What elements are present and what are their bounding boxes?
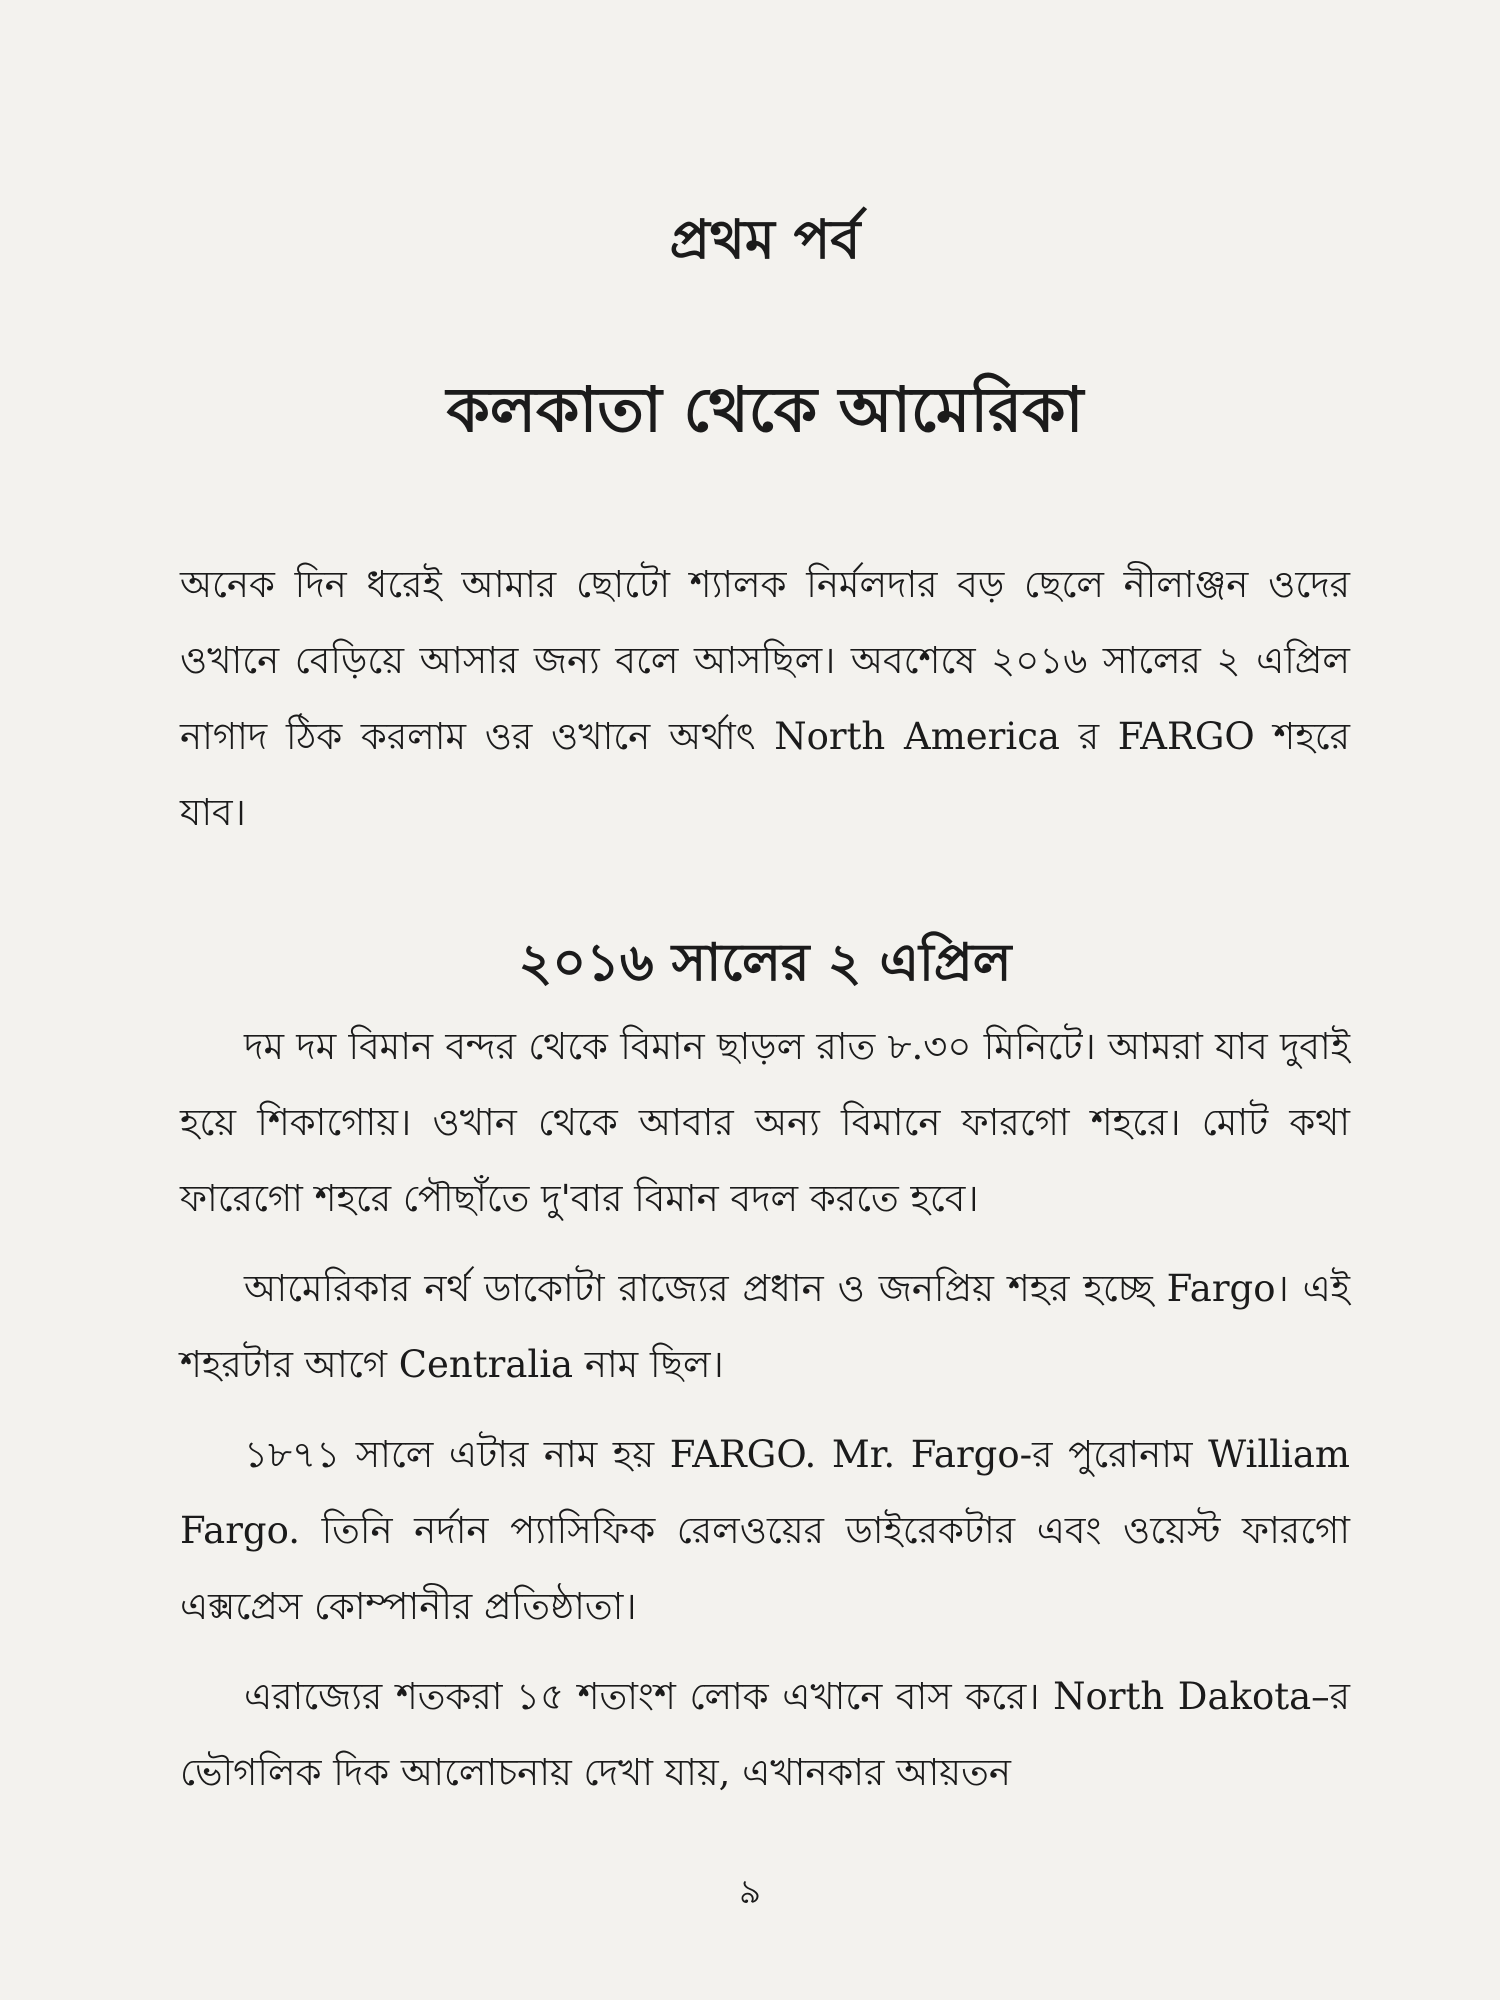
intro-paragraph: অনেক দিন ধরেই আমার ছোটো শ্যালক নির্মলদার বড় ছেলে নীলাঞ্জন ওদের ওখানে বেড়িয়ে আসার জন্য বলে আসছিল। অবশেষে ২০১৬ সালের ২ এপ্রিল নাগাদ ঠিক করলাম ওর ওখানে অর্থাৎ North America র FARGO শহরে যাব। [180,563,1350,834]
chapter-title: কলকাতা থেকে আমেরিকা [446,373,1084,446]
paragraph-north-dakota: এরাজ্যের শতকরা ১৫ শতাংশ লোক এখানে বাস করে। North Dakota–র ভৌগলিক দিক আলোচনায় দেখা যায়, এখানকার আয়তন [180,1675,1350,1794]
paragraph-fargo-name: ১৮৭১ সালে এটার নাম হয় FARGO. Mr. Fargo-র পুরোনাম William Fargo. তিনি নর্দান প্যাসিফিক রেলওয়ের ডাইরেকটার এবং ওয়েস্ট ফারগো এক্সপ্রেস কোম্পানীর প্রতিষ্ঠাতা। [180,1433,1350,1628]
paragraph-fargo-city: আমেরিকার নর্থ ডাকোটা রাজ্যের প্রধান ও জনপ্রিয় শহর হচ্ছে Fargo। এই শহরটার আগে Centralia নাম ছিল। [180,1267,1350,1386]
page-content [180,200,1350,1811]
page-number: ৯ [738,1872,762,1912]
part-title: প্রথম পর্ব [669,208,861,271]
paragraph-flight: দম দম বিমান বন্দর থেকে বিমান ছাড়ল রাত ৮.৩০ মিনিটে। আমরা যাব দুবাই হয়ে শিকাগোয়। ওখান থেকে আবার অন্য বিমানে ফারগো শহরে। মোট কথা ফারেগো শহরে পৌছাঁতে দু'বার বিমান বদল করতে হবে। [180,1025,1350,1220]
section-title: ২০১৬ সালের ২ এপ্রিল [518,933,1012,993]
